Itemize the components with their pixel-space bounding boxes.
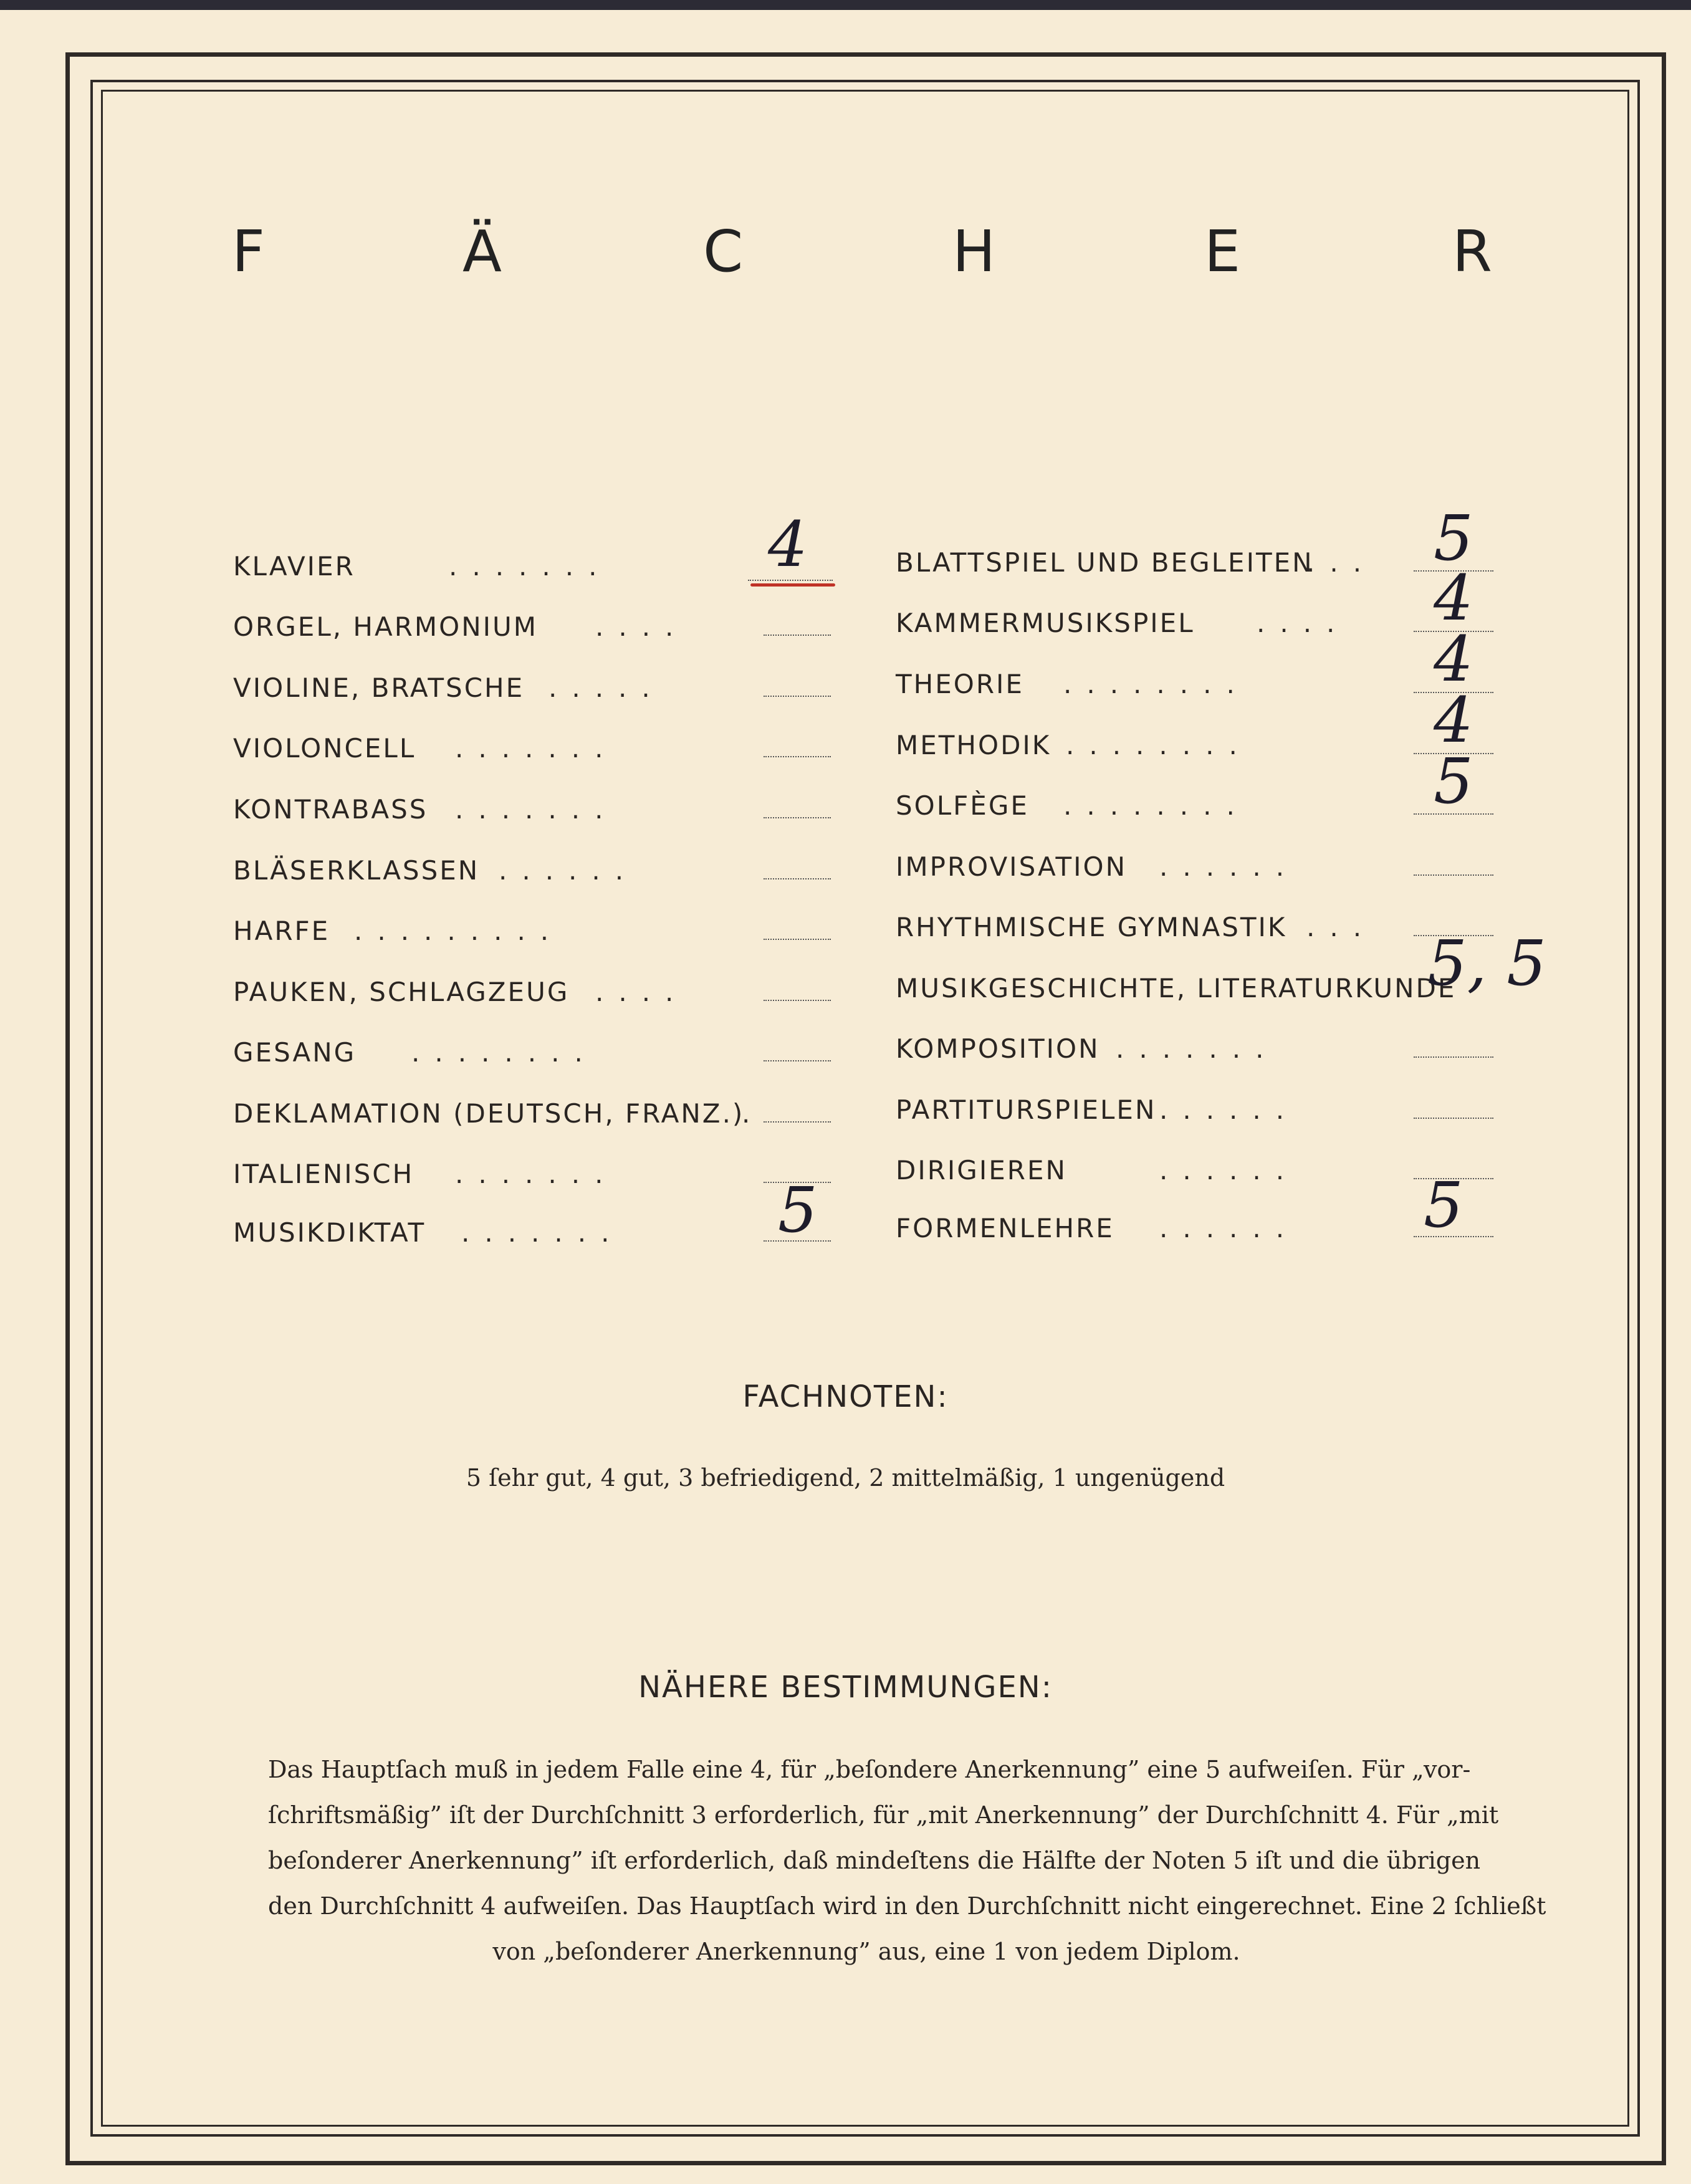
leader-dots: ........ — [1066, 730, 1252, 760]
leader-dots: ...... — [1159, 1155, 1300, 1185]
leader-dots: ...... — [1159, 1213, 1300, 1243]
grade-line — [1414, 1056, 1493, 1058]
grading-scale-text: 5 ſehr gut, 4 gut, 3 befriedigend, 2 mittelmäßig, 1 ungenügend — [466, 1464, 1225, 1492]
subject-label: GESANG — [233, 1037, 357, 1068]
leader-dots: ...... — [499, 855, 639, 886]
subject-label: THEORIE — [896, 669, 1024, 699]
subject-label: RHYTHMISCHE GYMNASTIK — [896, 912, 1287, 942]
leader-dots: ....... — [455, 733, 618, 764]
heading-letter: R — [1452, 218, 1492, 285]
subject-label: VIOLONCELL — [233, 733, 416, 764]
leader-dots: ....... — [455, 794, 618, 825]
grade-value: 4 — [1434, 623, 1473, 696]
subject-label: PARTITURSPIELEN — [896, 1094, 1157, 1125]
grade-line — [764, 1121, 831, 1123]
red-underline-mark — [750, 583, 835, 587]
subject-label: DIRIGIEREN — [896, 1155, 1067, 1185]
subject-label: SOLFÈGE — [896, 790, 1029, 821]
leader-dots: .... — [595, 611, 689, 642]
subject-label: PAUKEN, SCHLAGZEUG — [233, 977, 570, 1007]
subject-label: KOMPOSITION — [896, 1033, 1100, 1064]
leader-dots: ....... — [461, 1217, 625, 1248]
grade-line — [764, 635, 831, 636]
subject-label: METHODIK — [896, 730, 1051, 760]
subject-label: BLÄSERKLASSEN — [233, 855, 480, 886]
subject-label: IMPROVISATION — [896, 851, 1128, 882]
leader-dots: ........ — [1063, 669, 1250, 699]
grade-line — [764, 817, 831, 818]
subject-label: KAMMERMUSIKSPIEL — [896, 608, 1195, 638]
rules-text-line: den Durchſchnitt 4 aufweiſen. Das Hauptſach wird in den Durchſchnitt nicht eingerechnet. Eine 2 ſchließt — [268, 1892, 1546, 1920]
leader-dots: ... — [1306, 547, 1377, 578]
leader-dots: ...... — [1159, 851, 1300, 882]
leader-dots: ........ — [411, 1037, 598, 1068]
leader-dots: ........ — [1063, 790, 1250, 821]
leader-dots: ...... — [1159, 1094, 1300, 1125]
fachnoten-title: FACHNOTEN: — [742, 1379, 949, 1414]
grade-value: 5 — [1434, 502, 1473, 575]
grade-value: 4 — [1434, 684, 1473, 757]
subject-label: KLAVIER — [233, 551, 355, 582]
rules-text-line: beſonderer Anerkennung” iſt erforderlich, daß mindeſtens die Hälfte der Noten 5 iſt und die übrigen — [268, 1847, 1481, 1874]
grade-value: 5 — [1434, 745, 1473, 818]
grade-value: 5 — [778, 1174, 818, 1247]
subject-label: FORMENLEHRE — [896, 1213, 1114, 1243]
grade-line — [1414, 874, 1493, 876]
subject-label: MUSIKDIKTAT — [233, 1217, 426, 1248]
subject-label: VIOLINE, BRATSCHE — [233, 673, 525, 703]
grade-value: 4 — [768, 508, 808, 581]
grade-value: 5, 5 — [1427, 927, 1546, 1000]
subject-label: ORGEL, HARMONIUM — [233, 611, 538, 642]
grade-line — [764, 696, 831, 697]
subject-label: HARFE — [233, 916, 330, 946]
leader-dots: .... — [1257, 608, 1350, 638]
subject-label: DEKLAMATION (DEUTSCH, FRANZ.) — [233, 1098, 745, 1129]
scan-top-edge — [0, 0, 1691, 10]
leader-dots: ....... — [1116, 1033, 1279, 1064]
rules-text-line: von „beſonderer Anerkennung” aus, eine 1 von jedem Diplom. — [492, 1938, 1240, 1965]
subject-label: MUSIKGESCHICHTE, LITERATURKUNDE — [896, 973, 1457, 1003]
grade-line — [764, 1060, 831, 1061]
leader-dots: ... — [1306, 912, 1377, 942]
heading-letter: E — [1204, 218, 1241, 285]
grade-line — [764, 756, 831, 757]
leader-dots: ......... — [354, 916, 564, 946]
grade-line — [764, 939, 831, 940]
grade-line — [764, 1000, 831, 1001]
heading-letter: C — [703, 218, 744, 285]
leader-dots: .... — [595, 977, 689, 1007]
grade-value: 4 — [1434, 562, 1473, 635]
grade-value: 5 — [1424, 1169, 1463, 1242]
heading-letter: Ä — [462, 218, 502, 285]
rules-text-line: Das Hauptſach muß in jedem Falle eine 4, für „beſondere Anerkennung” eine 5 aufweiſen. Für „vor- — [268, 1756, 1471, 1783]
subject-label: KONTRABASS — [233, 794, 428, 825]
bestimmungen-title: NÄHERE BESTIMMUNGEN: — [638, 1670, 1053, 1705]
leader-dots: ..... — [548, 673, 665, 703]
subject-label: ITALIENISCH — [233, 1159, 414, 1189]
leader-dots: ....... — [449, 551, 612, 582]
rules-text-line: ſchriftsmäßig” iſt der Durchſchnitt 3 erforderlich, für „mit Anerkennung” der Durchſchnitt 4. Für „mit — [268, 1801, 1499, 1829]
heading-letter: H — [952, 218, 996, 285]
leader-dots: ....... — [455, 1159, 618, 1189]
subject-label: BLATTSPIEL UND BEGLEITEN — [896, 547, 1314, 578]
grade-line — [1414, 1118, 1493, 1119]
leader-dots: . — [742, 1098, 765, 1129]
grade-line — [764, 878, 831, 879]
heading-letter: F — [232, 218, 265, 285]
